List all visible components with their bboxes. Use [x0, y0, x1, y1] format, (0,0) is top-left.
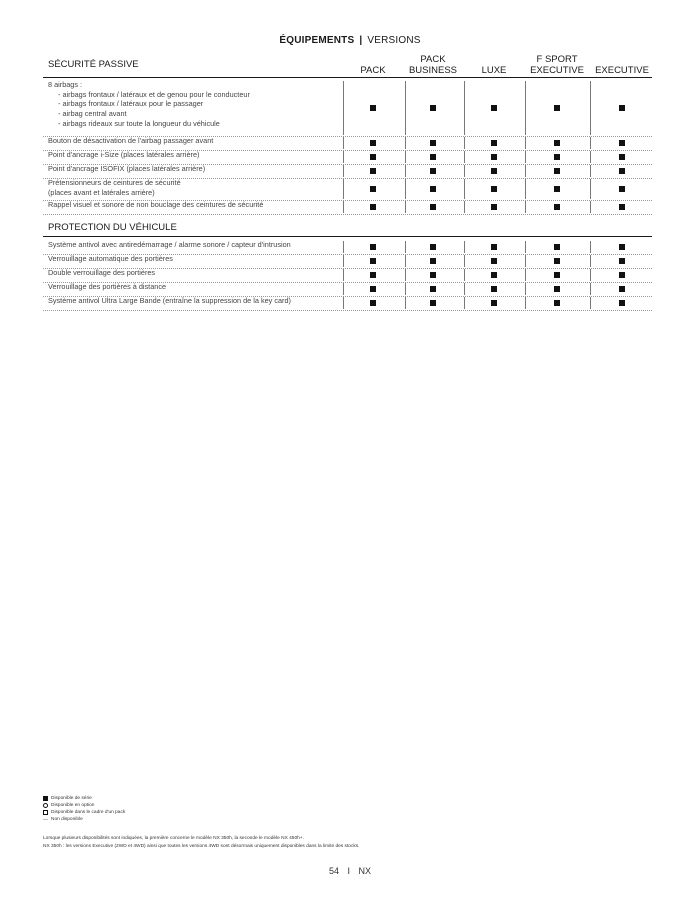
column-separator: [464, 151, 465, 163]
standard-mark-icon: [370, 186, 376, 192]
table-row: [48, 200, 652, 214]
standard-mark-icon: [554, 300, 560, 306]
column-separator: [343, 241, 344, 253]
footer-model: NX: [358, 866, 372, 876]
table-row: [48, 268, 652, 282]
row-label-line: Bouton de désactivation de l'airbag passager avant: [48, 136, 214, 145]
standard-mark-icon: [554, 140, 560, 146]
column-separator: [464, 297, 465, 309]
standard-mark-icon: [619, 105, 625, 111]
standard-mark-icon: [619, 272, 625, 278]
row-label-line: 8 airbags :: [48, 80, 83, 89]
standard-mark-icon: [491, 258, 497, 264]
row-label: [48, 164, 338, 174]
column-separator: [405, 179, 406, 199]
table-row: [48, 296, 652, 310]
legend: [43, 795, 125, 823]
column-separator: [525, 137, 526, 149]
column-header-line2: LUXE: [481, 65, 507, 76]
standard-mark-icon: [619, 300, 625, 306]
column-separator: [343, 297, 344, 309]
column-separator: [464, 241, 465, 253]
standard-mark-icon: [430, 272, 436, 278]
column-separator: [464, 165, 465, 177]
header-equipment: ÉQUIPEMENTS: [279, 35, 355, 46]
column-separator: [405, 201, 406, 213]
section-rule: [43, 236, 652, 237]
page-header: [0, 35, 700, 46]
column-separator: [590, 201, 591, 213]
column-separator: [525, 151, 526, 163]
column-separator: [343, 269, 344, 281]
table-row: [48, 80, 652, 136]
column-separator: [343, 283, 344, 295]
standard-mark-icon: [491, 186, 497, 192]
column-separator: [343, 151, 344, 163]
standard-mark-icon: [370, 286, 376, 292]
table-row: [48, 136, 652, 150]
standard-mark-icon: [554, 258, 560, 264]
standard-mark-icon: [554, 105, 560, 111]
table-row: [48, 254, 652, 268]
row-sublabel-line: - airbags frontaux / latéraux pour le passager: [58, 99, 204, 109]
row-label: [48, 254, 338, 264]
column-separator: [525, 241, 526, 253]
footnotes: [43, 835, 643, 850]
standard-mark-icon: [430, 204, 436, 210]
column-separator: [590, 297, 591, 309]
standard-mark-icon: [554, 244, 560, 250]
standard-mark-icon: [370, 300, 376, 306]
standard-mark-icon: [430, 168, 436, 174]
standard-mark-icon: [619, 286, 625, 292]
standard-mark-icon: [619, 186, 625, 192]
standard-mark-icon: [554, 154, 560, 160]
row-label-line: Prétensionneurs de ceintures de sécurité: [48, 178, 181, 187]
legend-option: Disponible en option: [43, 802, 125, 809]
column-separator: [405, 269, 406, 281]
column-separator: [464, 269, 465, 281]
column-header: [464, 54, 524, 76]
column-separator: [590, 165, 591, 177]
section-title: SÉCURITÉ PASSIVE: [48, 59, 139, 70]
column-header: [592, 54, 652, 76]
column-separator: [525, 297, 526, 309]
table-row: [48, 178, 652, 200]
standard-mark-icon: [619, 154, 625, 160]
standard-mark-icon: [554, 186, 560, 192]
column-separator: [525, 165, 526, 177]
column-separator: [590, 137, 591, 149]
row-label: [48, 178, 338, 197]
column-header-line2: EXECUTIVE: [530, 65, 584, 76]
standard-mark-icon: [491, 204, 497, 210]
column-separator: [343, 165, 344, 177]
standard-mark-icon: [370, 168, 376, 174]
column-separator: [405, 297, 406, 309]
standard-mark-icon: [491, 154, 497, 160]
column-header-line1: [464, 54, 524, 65]
column-separator: [525, 283, 526, 295]
header-versions: VERSIONS: [367, 35, 421, 46]
column-separator: [525, 269, 526, 281]
footnote-2: NX 350h : les versions Executive (2WD et 4WD) ainsi que toutes les versions 4WD sont désormais uniquement disponibles dans la limite des stocks.: [43, 843, 360, 849]
section-title: PROTECTION DU VÉHICULE: [48, 222, 177, 233]
standard-mark-icon: [554, 272, 560, 278]
standard-mark-icon: [491, 300, 497, 306]
column-separator: [464, 283, 465, 295]
column-separator: [590, 255, 591, 267]
column-header-line2: PACK: [360, 65, 386, 76]
row-label: [48, 200, 338, 210]
standard-mark-icon: [619, 244, 625, 250]
section-rule: [43, 77, 652, 78]
standard-mark-icon: [430, 244, 436, 250]
standard-mark-icon: [430, 140, 436, 146]
standard-mark-icon: [554, 204, 560, 210]
column-separator: [464, 179, 465, 199]
column-header: [343, 54, 403, 76]
column-header: [527, 54, 587, 76]
row-label: [48, 282, 338, 292]
column-separator: [405, 137, 406, 149]
table-row: [48, 282, 652, 296]
column-separator: [405, 151, 406, 163]
row-label: [48, 80, 338, 129]
row-label-line: (places avant et latérales arrière): [48, 187, 155, 197]
standard-mark-icon: [491, 168, 497, 174]
standard-mark-icon: [370, 140, 376, 146]
dash-icon: —: [43, 818, 48, 823]
column-header-line2: BUSINESS: [408, 65, 458, 76]
row-divider: [43, 214, 652, 215]
row-label: [48, 240, 338, 250]
standard-mark-icon: [491, 272, 497, 278]
page-number: 54: [328, 866, 339, 876]
column-header-line1: F SPORT: [536, 54, 578, 65]
standard-mark-icon: [619, 258, 625, 264]
column-separator: [464, 255, 465, 267]
standard-mark-icon: [430, 105, 436, 111]
row-label-line: Verrouillage automatique des portières: [48, 254, 173, 263]
standard-mark-icon: [491, 105, 497, 111]
column-separator: [343, 201, 344, 213]
standard-mark-icon: [491, 140, 497, 146]
column-header-line2: EXECUTIVE: [595, 65, 649, 76]
standard-mark-icon: [370, 154, 376, 160]
standard-mark-icon: [370, 105, 376, 111]
column-separator: [343, 179, 344, 199]
column-separator: [464, 137, 465, 149]
footer-separator: I: [347, 866, 350, 876]
column-separator: [590, 241, 591, 253]
standard-mark-icon: [491, 286, 497, 292]
column-header-line1: PACK: [420, 54, 446, 65]
empty-square-icon: [43, 810, 48, 815]
row-label: [48, 136, 338, 146]
row-divider: [43, 310, 652, 311]
column-separator: [405, 255, 406, 267]
row-label-line: Point d'ancrage ISOFIX (places latérales arrière): [48, 164, 206, 173]
row-label: [48, 268, 338, 278]
column-separator: [525, 255, 526, 267]
legend-na: — Non disponible: [43, 817, 83, 823]
row-label-line: Système antivol Ultra Large Bande (entraîne la suppression de la key card): [48, 296, 291, 305]
row-sublabel-line: - airbag central avant: [58, 109, 127, 119]
column-header-line1: [343, 54, 403, 65]
row-label: [48, 150, 338, 160]
legend-pack: Disponible dans le cadre d'un pack: [43, 809, 125, 816]
column-separator: [405, 241, 406, 253]
row-label-line: Rappel visuel et sonore de non bouclage des ceintures de sécurité: [48, 200, 264, 209]
column-separator: [343, 255, 344, 267]
column-separator: [405, 283, 406, 295]
row-label: [48, 296, 338, 306]
row-label-line: Verrouillage des portières à distance: [48, 282, 167, 291]
standard-mark-icon: [370, 272, 376, 278]
row-label-line: Point d'ancrage i-Size (places latérales arrière): [48, 150, 200, 159]
standard-mark-icon: [554, 286, 560, 292]
column-separator: [405, 165, 406, 177]
standard-mark-icon: [619, 204, 625, 210]
row-sublabel-line: - airbags rideaux sur toute la longueur du véhicule: [58, 118, 220, 128]
standard-mark-icon: [430, 300, 436, 306]
column-separator: [590, 151, 591, 163]
legend-standard: Disponible de série: [43, 795, 125, 802]
standard-mark-icon: [491, 244, 497, 250]
row-label-line: Double verrouillage des portières: [48, 268, 156, 277]
filled-square-icon: [43, 796, 48, 801]
circle-icon: [43, 803, 48, 808]
footnote-1: Lorsque plusieurs disponibilités sont indiquées, la première concerne le modèle NX 350h, la seconde le modèle NX 450h+.: [43, 836, 304, 841]
standard-mark-icon: [430, 154, 436, 160]
column-header: [403, 54, 463, 76]
page-footer: [0, 866, 700, 876]
table-row: [48, 240, 652, 254]
standard-mark-icon: [370, 244, 376, 250]
row-sublabel-line: - airbags frontaux / latéraux et de genou pour le conducteur: [58, 89, 250, 99]
standard-mark-icon: [554, 168, 560, 174]
column-separator: [590, 81, 591, 135]
column-separator: [590, 179, 591, 199]
standard-mark-icon: [370, 258, 376, 264]
column-header-line1: [592, 54, 652, 65]
column-separator: [464, 201, 465, 213]
table-row: [48, 150, 652, 164]
column-separator: [525, 179, 526, 199]
standard-mark-icon: [619, 140, 625, 146]
standard-mark-icon: [619, 168, 625, 174]
header-separator: |: [359, 35, 363, 46]
standard-mark-icon: [430, 186, 436, 192]
standard-mark-icon: [430, 258, 436, 264]
column-separator: [405, 81, 406, 135]
column-separator: [343, 137, 344, 149]
column-separator: [590, 283, 591, 295]
column-separator: [343, 81, 344, 135]
table-row: [48, 164, 652, 178]
column-separator: [590, 269, 591, 281]
column-separator: [525, 81, 526, 135]
column-separator: [464, 81, 465, 135]
standard-mark-icon: [370, 204, 376, 210]
standard-mark-icon: [430, 286, 436, 292]
row-label-line: Système antivol avec antiredémarrage / alarme sonore / capteur d'intrusion: [48, 240, 291, 249]
column-separator: [525, 201, 526, 213]
